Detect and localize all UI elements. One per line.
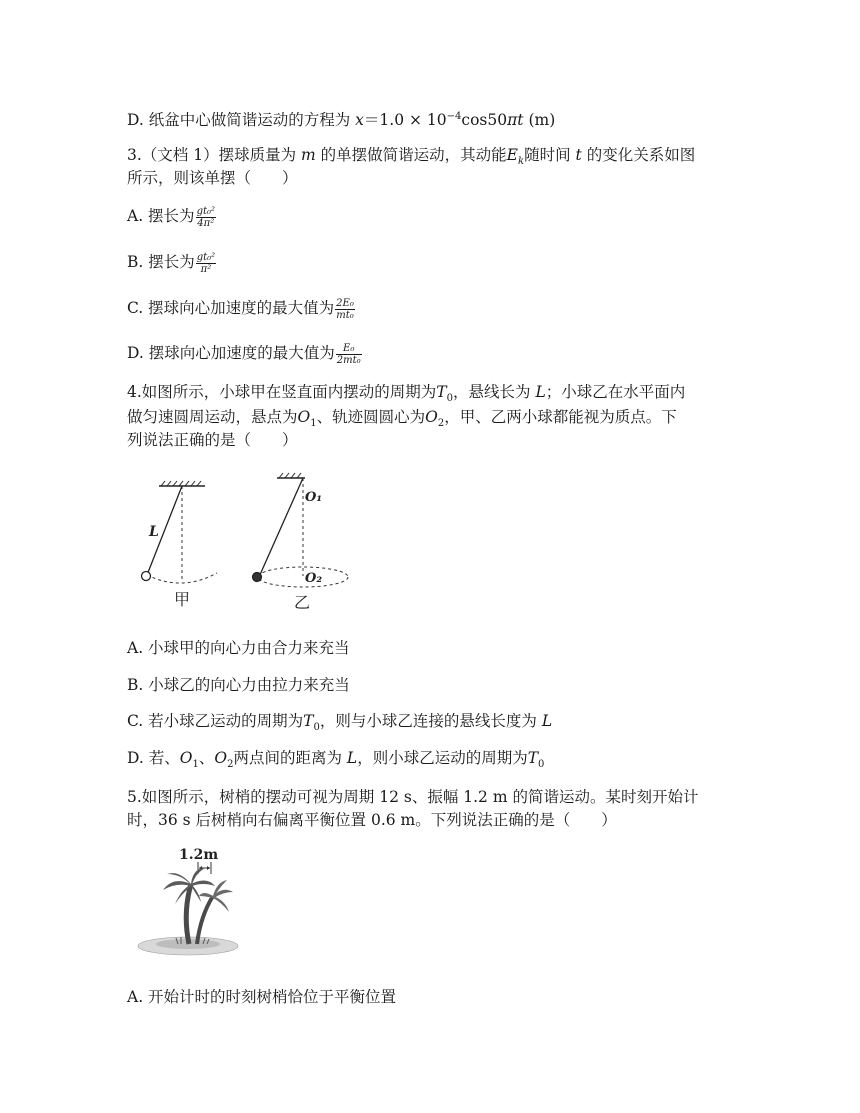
q4-option-b: B. 小球乙的向心力由拉力来充当 <box>127 676 350 694</box>
q3-option-d: D. 摆球向心加速度的最大值为 $\frac{\text{E₀}}{\text{2mt₀}}$ <box>127 342 361 366</box>
palm-tree-figure <box>133 840 248 960</box>
q5-stem-line1: 5.如图所示，树梢的摆动可视为周期 12 s、振幅 1.2 m 的简谐运动。某时刻开始计 <box>127 788 699 806</box>
q4-stem-line3: 列说法正确的是（ ） <box>127 431 298 449</box>
q4-option-d: D. 若、$O_1$、$O_2$两点间的距离为 L，则小球乙运动的周期为$T_0$ <box>127 749 545 771</box>
amplitude-label: 1.2m <box>179 847 219 863</box>
q4-stem-line2: 做匀速圆周运动，悬点为$O_1$、轨迹圆圆心为$O_2$，甲、乙两小球都能视为质点。下 <box>127 408 677 430</box>
label-O1: O₁ <box>305 490 323 505</box>
fraction: $\frac{\text{gt₀²}}{\text{4π²}}$ <box>196 205 215 229</box>
q2-option-d: D. 纸盆中心做简谐运动的方程为 $x=1.0 \times 10^{-4}\cos 50\pi t$ (m) <box>127 111 556 130</box>
q5-option-a: A. 开始计时的时刻树梢恰位于平衡位置 <box>127 988 397 1006</box>
fraction: $\frac{\text{gt₀²}}{\text{π²}}$ <box>196 251 216 275</box>
q3-option-c: C. 摆球向心加速度的最大值为 $\frac{\text{2E₀}}{\text{mt₀}}$ <box>127 297 354 321</box>
q3-option-a: A. 摆长为 $\frac{\text{gt₀²}}{\text{4π²}}$ <box>127 205 215 229</box>
pendulum-yi <box>253 473 349 587</box>
q3-stem-line2: 所示，则该单摆（ ） <box>127 169 298 187</box>
q3-stem-line1: 3.（文档 1）摆球质量为 m 的单摆做简谐运动，其动能$E_k$随时间 t 的变化关系如图 <box>127 146 696 168</box>
q4-option-c: C. 若小球乙运动的周期为$T_0$，则与小球乙连接的悬线长度为 L <box>127 712 553 734</box>
q4-option-a: A. 小球甲的向心力由合力来充当 <box>127 639 350 657</box>
label-L: L <box>149 524 159 540</box>
q4-stem-line1: 4.如图所示，小球甲在竖直面内摆动的周期为$T_0$，悬线长为 L；小球乙在水平面内 <box>127 383 686 405</box>
label-yi: 乙 <box>294 593 311 612</box>
label-jia: 甲 <box>174 590 191 609</box>
fraction: $\frac{\text{E₀}}{\text{2mt₀}}$ <box>336 342 361 366</box>
q5-stem-line2: 时，36 s 后树梢向右偏离平衡位置 0.6 m。下列说法正确的是（ ） <box>127 811 617 829</box>
label-O2: O₂ <box>305 571 323 586</box>
q3-option-b: B. 摆长为 $\frac{\text{gt₀²}}{\text{π²}}$ <box>127 251 216 275</box>
pendulum-figure <box>127 470 367 615</box>
fraction: $\frac{\text{2E₀}}{\text{mt₀}}$ <box>336 297 354 321</box>
